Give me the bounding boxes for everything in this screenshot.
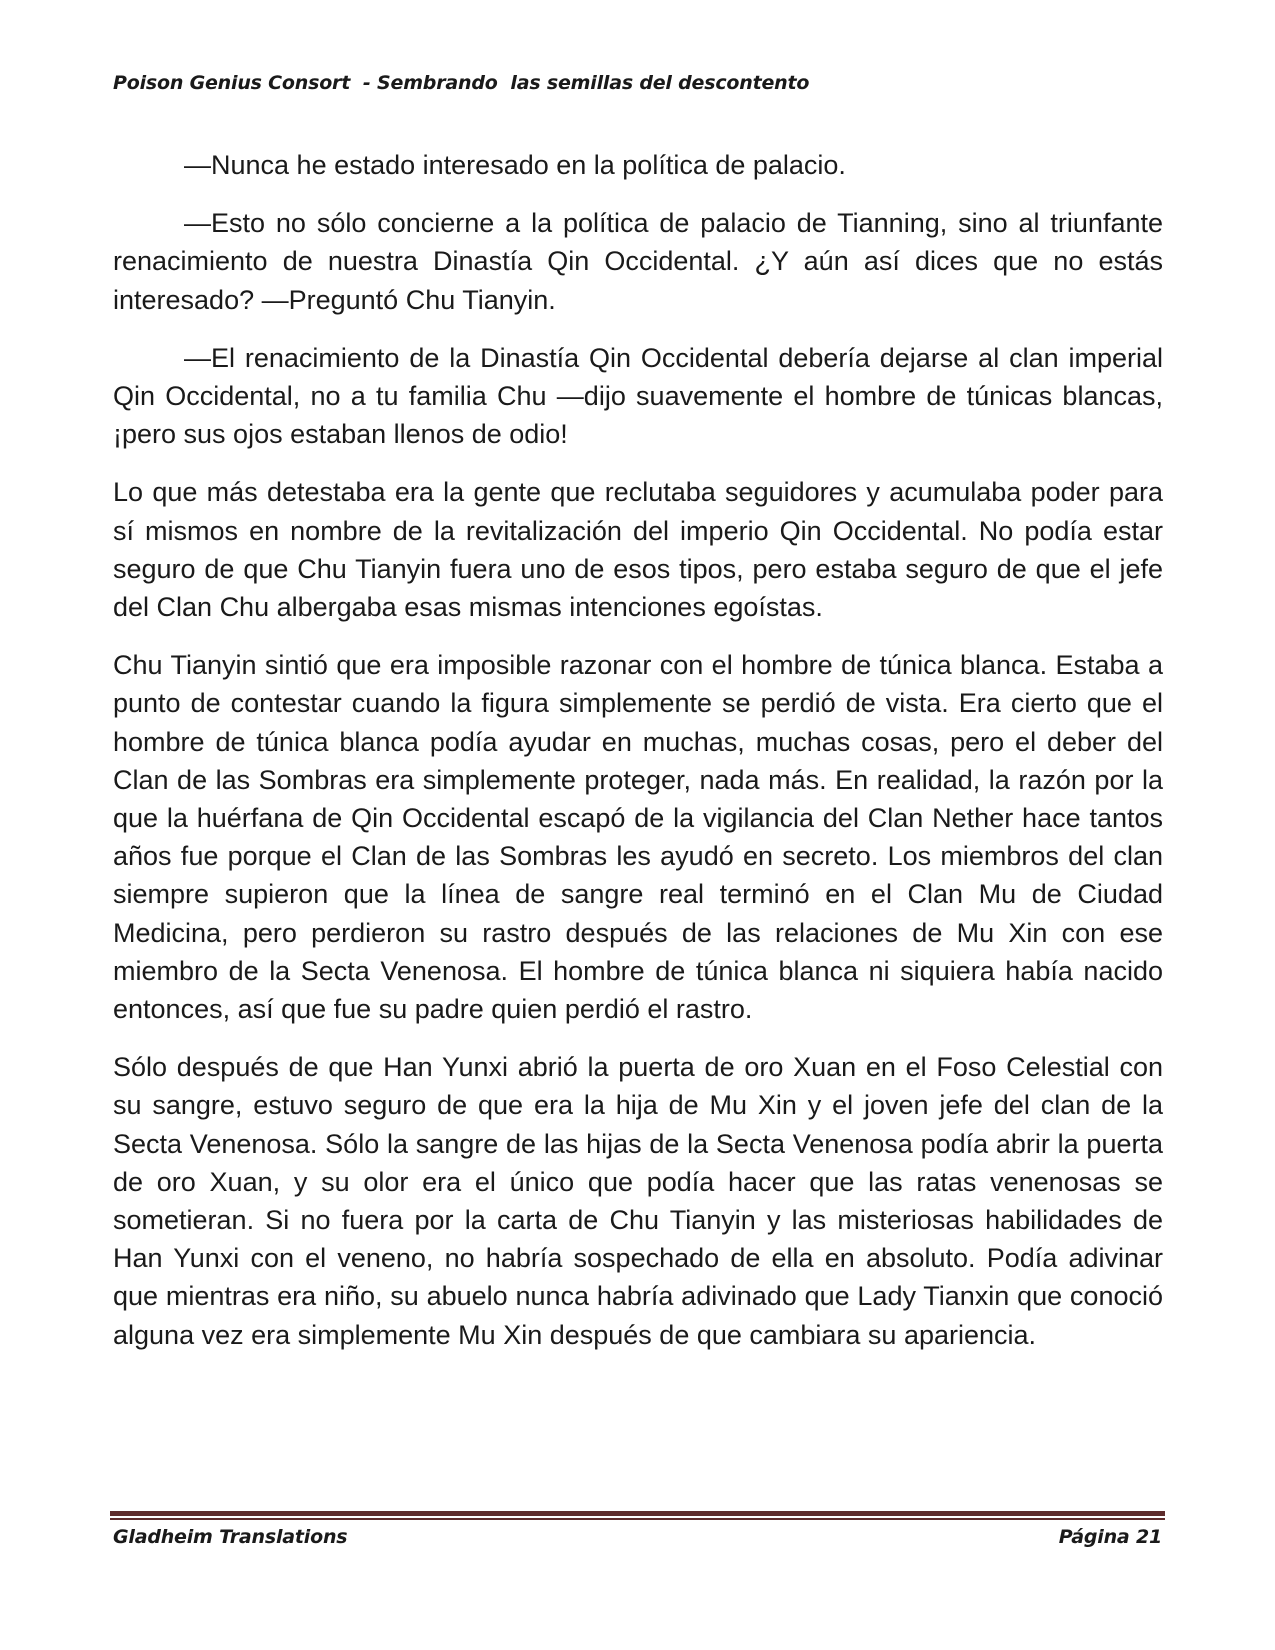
paragraph-narrative-2: Chu Tianyin sintió que era imposible razonar con el hombre de túnica blanca. Estaba a punto de contestar cuando la figura simplemente se perdió de vista. Era cierto que el hombre de túnica blanca podía ayudar en muchas, muchas cosas, pero el deber del Clan de las Sombras era simplemente proteger, nada más. En realidad, la razón por la que la huérfana de Qin Occidental escapó de la vigilancia del Clan Nether hace tantos años fue porque el Clan de las Sombras les ayudó en secreto. Los miembros del clan siempre supieron que la línea de sangre real terminó en el Clan Mu de Ciudad Medicina, pero perdieron su rastro después de las relaciones de Mu Xin con ese miembro de la Secta Venenosa. El hombre de túnica blanca ni siquiera había nacido entonces, así que fue su padre quien perdió el rastro. <box>113 650 1163 1025</box>
paragraph-dialogue-3: —El renacimiento de la Dinastía Qin Occidental debería dejarse al clan imperial Qin Occidental, no a tu familia Chu —dijo suavemente el hombre de túnicas blancas, ¡pero sus ojos estaban llenos de odio! <box>113 342 1163 450</box>
document-body <box>113 146 1163 1374</box>
footer-divider-thick-line <box>110 1511 1165 1516</box>
paragraph-dialogue-1: —Nunca he estado interesado en la política de palacio. <box>184 150 846 180</box>
footer-page-number: Página 21 <box>1058 1526 1162 1548</box>
paragraph-narrative-1: Lo que más detestaba era la gente que reclutaba seguidores y acumulaba poder para sí mismos en nombre de la revitalización del imperio Qin Occidental. No podía estar seguro de que Chu Tianyin fuera uno de esos tipos, pero estaba seguro de que el jefe del Clan Chu albergaba esas mismas intenciones egoístas. <box>113 477 1163 623</box>
paragraph-narrative-3: Sólo después de que Han Yunxi abrió la puerta de oro Xuan en el Foso Celestial con su sangre, estuvo seguro de que era la hija de Mu Xin y el joven jefe del clan de la Secta Venenosa. Sólo la sangre de las hijas de la Secta Venenosa podía abrir la puerta de oro Xuan, y su olor era el único que podía hacer que las ratas venenosas se sometieran. Si no fuera por la carta de Chu Tianyin y las misteriosas habilidades de Han Yunxi con el veneno, no habría sospechado de ella en absoluto. Podía adivinar que mientras era niño, su abuelo nunca habría adivinado que Lady Tianxin que conoció alguna vez era simplemente Mu Xin después de que cambiara su apariencia. <box>113 1052 1163 1350</box>
footer-divider <box>110 1511 1165 1520</box>
footer-divider-thin-line <box>110 1518 1165 1520</box>
page-header-title: Poison Genius Consort - Sembrando las semillas del descontento <box>113 72 810 94</box>
footer-translator-credit: Gladheim Translations <box>113 1526 348 1548</box>
paragraph-dialogue-2: —Esto no sólo concierne a la política de palacio de Tianning, sino al triunfante renacimiento de nuestra Dinastía Qin Occidental. ¿Y aún así dices que no estás interesado? —Preguntó Chu Tianyin. <box>113 208 1163 315</box>
